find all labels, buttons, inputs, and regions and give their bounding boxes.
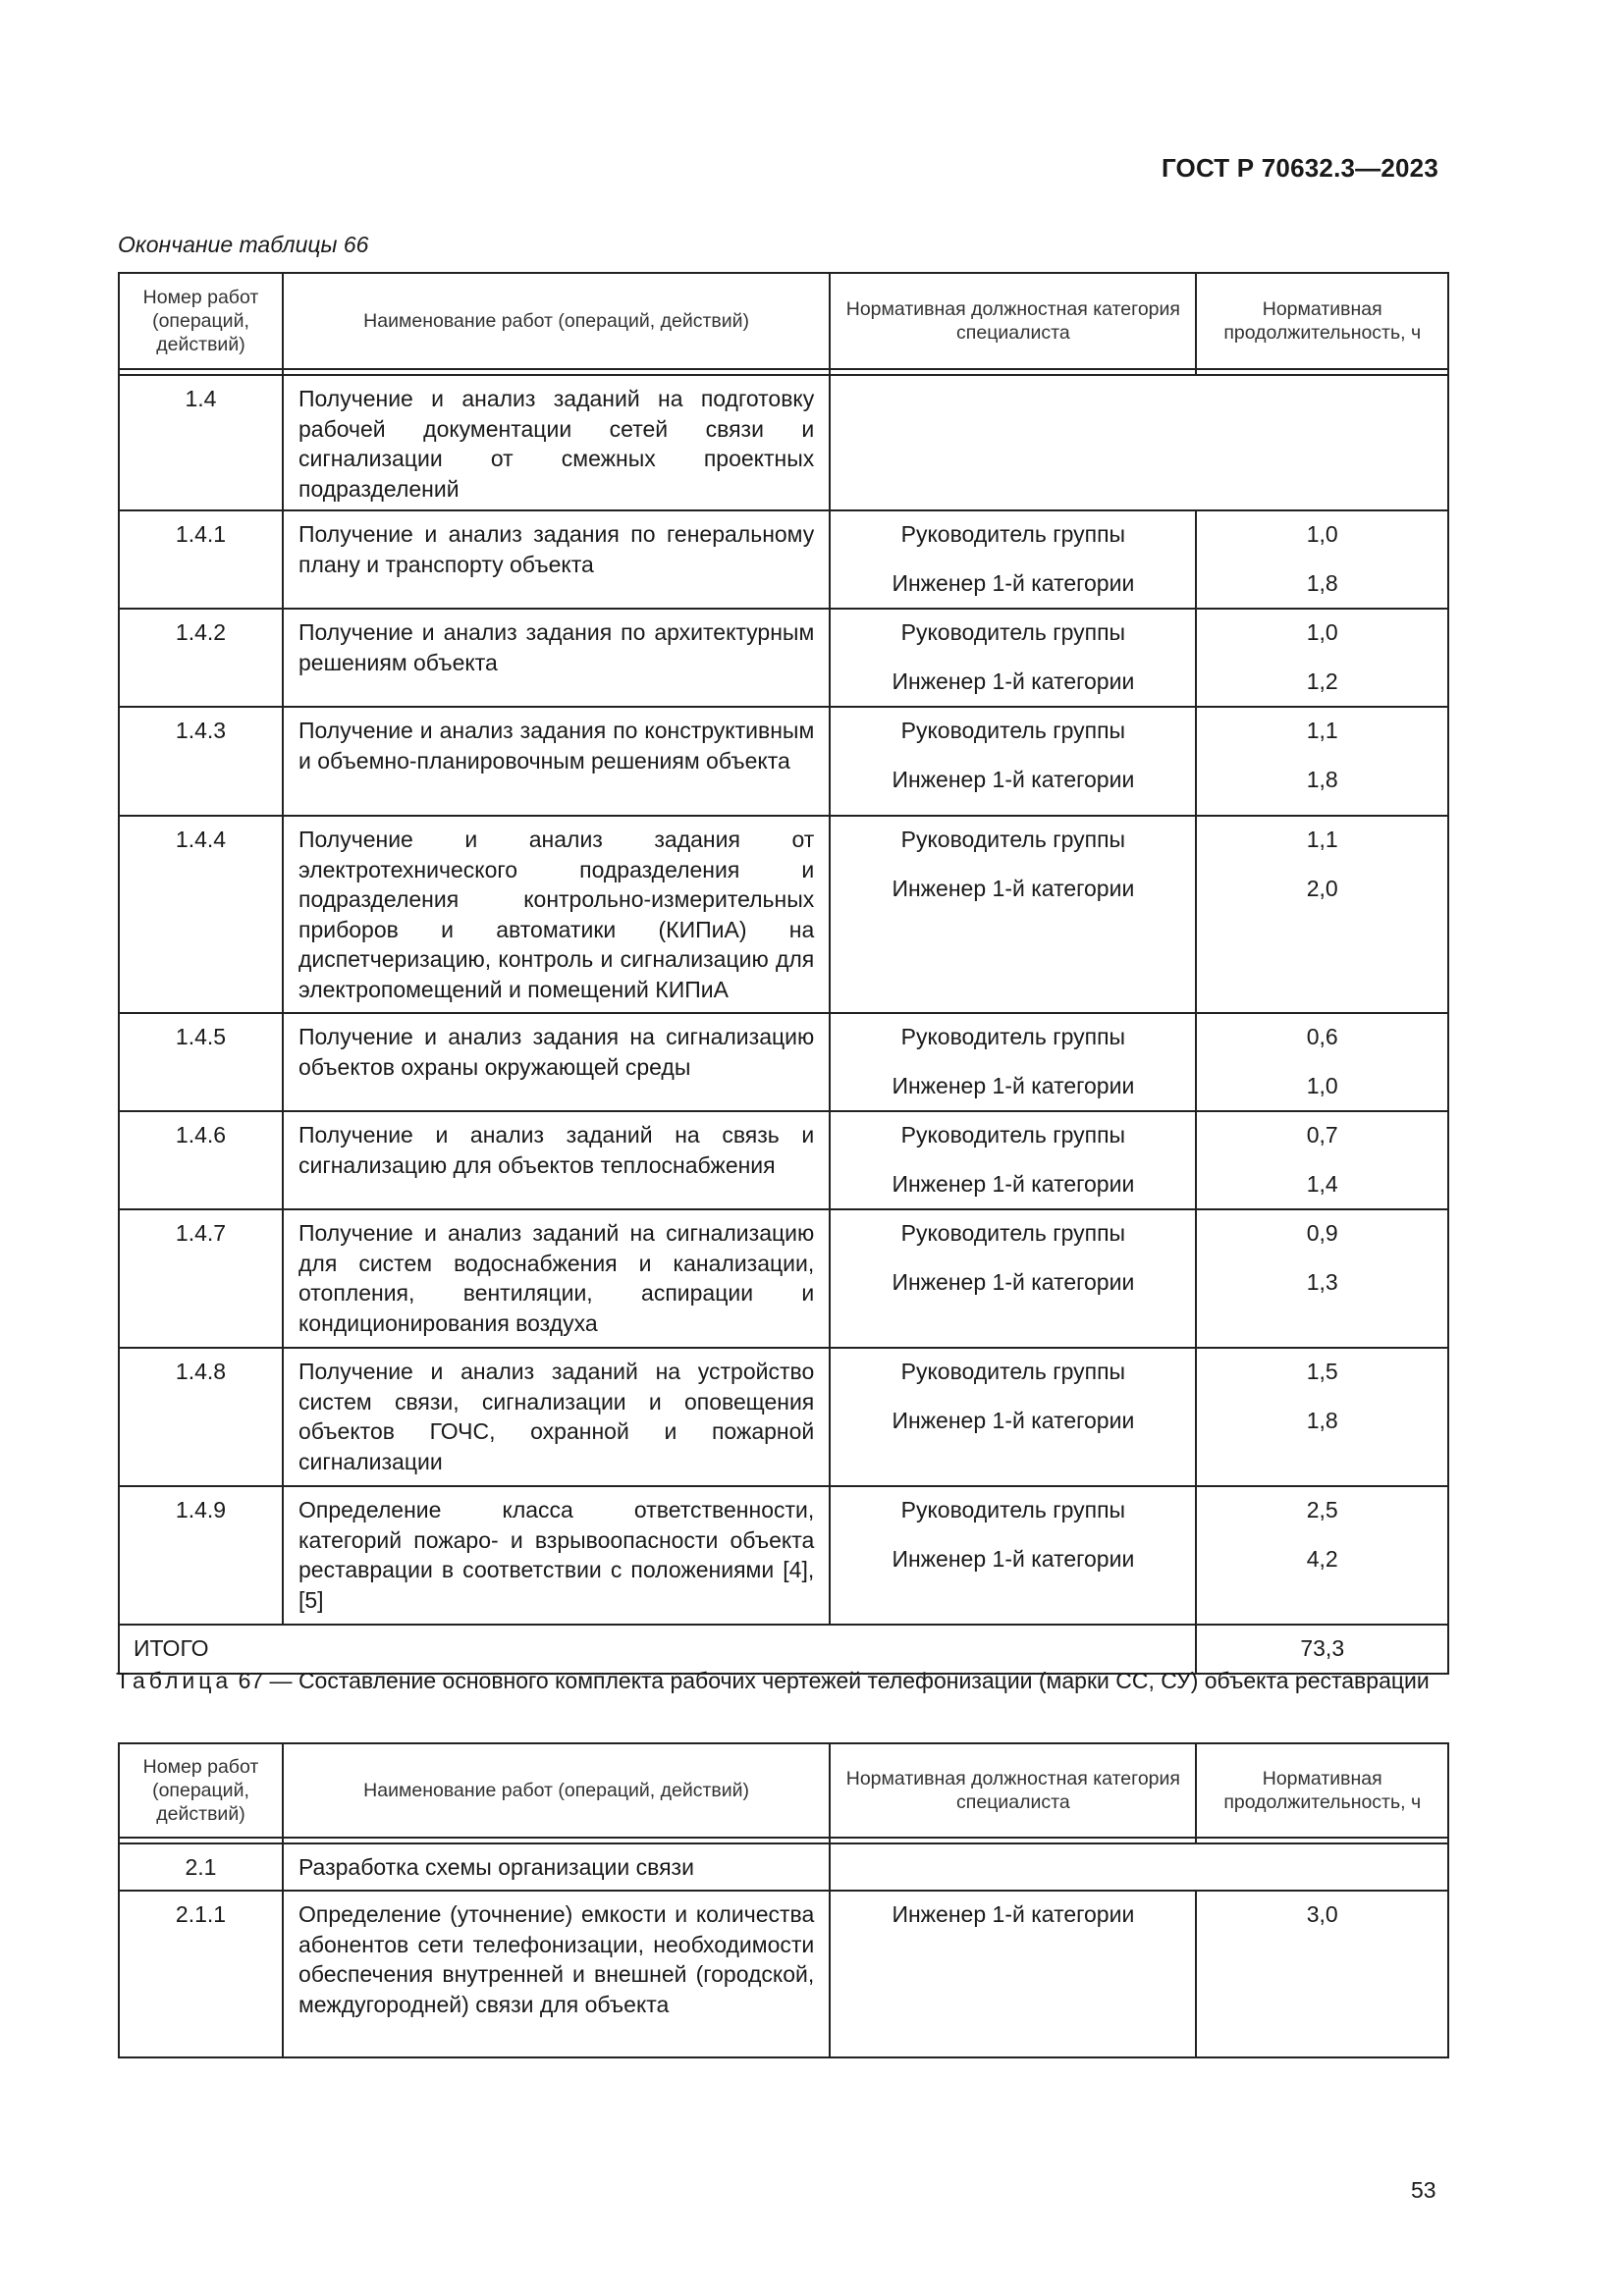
row-duration: 1,1 1,8	[1196, 707, 1448, 816]
column-header-name: Наименование работ (операций, действий)	[283, 273, 830, 369]
table-67-caption-text: 67 — Составление основного комплекта рабочих чертежей телефонизации (марки СС, СУ) объекта реставрации	[232, 1668, 1430, 1693]
column-header-number: Номер работ (операций, действий)	[119, 273, 283, 369]
row-number: 1.4.6	[119, 1111, 283, 1209]
table-row	[119, 1486, 1448, 1625]
page-number: 53	[1411, 2177, 1436, 2203]
row-category: Руководитель группы Инженер 1-й категории	[830, 816, 1196, 1013]
column-header-duration: Нормативная продолжительность, ч	[1196, 273, 1448, 369]
row-name: Получение и анализ заданий на подготовку рабочей документации сетей связи и сигнализации от смежных проектных подразделений	[283, 375, 830, 510]
table-66-caption: Окончание таблицы 66	[118, 232, 369, 257]
row-number: 1.4.3	[119, 707, 283, 816]
table-row	[119, 609, 1448, 707]
row-duration: 0,7 1,4	[1196, 1111, 1448, 1209]
total-label: ИТОГО	[119, 1625, 1196, 1674]
row-duration: 2,5 4,2	[1196, 1486, 1448, 1625]
row-empty	[830, 375, 1448, 510]
row-category: Руководитель группы Инженер 1-й категории	[830, 1013, 1196, 1111]
column-header-name: Наименование работ (операций, действий)	[283, 1743, 830, 1838]
row-number: 1.4.2	[119, 609, 283, 707]
table-67	[118, 1742, 1449, 2058]
table-67-caption	[116, 1666, 1447, 1696]
row-name: Получение и анализ задания по архитектурным решениям объекта	[283, 609, 830, 707]
row-duration: 1,5 1,8	[1196, 1348, 1448, 1486]
table-row	[119, 1111, 1448, 1209]
row-name: Получение и анализ заданий на устройство систем связи, сигнализации и оповещения объектов ГОЧС, охранной и пожарной сигнализации	[283, 1348, 830, 1486]
table-row	[119, 816, 1448, 1013]
row-name: Определение (уточнение) емкости и количества абонентов сети телефонизации, необходимости обеспечения внутренней и внешней (городской, междугородней) связи для объекта	[283, 1891, 830, 2057]
table-row	[119, 1348, 1448, 1486]
row-name: Определение класса ответственности, категорий пожаро- и взрывоопасности объекта реставрации в соответствии с положениями [4], [5]	[283, 1486, 830, 1625]
row-number: 1.4.7	[119, 1209, 283, 1348]
row-number: 1.4.8	[119, 1348, 283, 1486]
row-category: Руководитель группы Инженер 1-й категории	[830, 1348, 1196, 1486]
row-number: 1.4.5	[119, 1013, 283, 1111]
column-header-duration: Нормативная продолжительность, ч	[1196, 1743, 1448, 1838]
row-duration: 1,0 1,8	[1196, 510, 1448, 609]
table-row	[119, 375, 1448, 510]
row-duration: 1,0 1,2	[1196, 609, 1448, 707]
row-number: 2.1.1	[119, 1891, 283, 2057]
document-code: ГОСТ Р 70632.3—2023	[1161, 153, 1438, 183]
row-category: Руководитель группы Инженер 1-й категории	[830, 1111, 1196, 1209]
row-name: Получение и анализ заданий на сигнализацию для систем водоснабжения и канализации, отопления, вентиляции, аспирации и кондиционирования воздуха	[283, 1209, 830, 1348]
table-row	[119, 1013, 1448, 1111]
row-name: Получение и анализ задания по конструктивным и объемно-планировочным решениям объекта	[283, 707, 830, 816]
row-number: 1.4.9	[119, 1486, 283, 1625]
row-number: 1.4	[119, 375, 283, 510]
row-number: 1.4.1	[119, 510, 283, 609]
row-category: Руководитель группы Инженер 1-й категории	[830, 1209, 1196, 1348]
row-name: Получение и анализ заданий на связь и сигнализацию для объектов теплоснабжения	[283, 1111, 830, 1209]
table-row	[119, 1209, 1448, 1348]
table-66	[118, 272, 1449, 1675]
table-row	[119, 1843, 1448, 1891]
row-duration: 1,1 2,0	[1196, 816, 1448, 1013]
row-category: Инженер 1-й категории	[830, 1891, 1196, 2057]
row-duration: 0,6 1,0	[1196, 1013, 1448, 1111]
row-number: 2.1	[119, 1843, 283, 1891]
column-header-number: Номер работ (операций, действий)	[119, 1743, 283, 1838]
row-name: Получение и анализ задания по генеральному плану и транспорту объекта	[283, 510, 830, 609]
table-row	[119, 707, 1448, 816]
row-number: 1.4.4	[119, 816, 283, 1013]
table-row	[119, 510, 1448, 609]
row-name: Получение и анализ задания от электротехнического подразделения и подразделения контрольно-измерительных приборов и автоматики (КИПиА) на диспетчеризацию, контроль и сигнализацию для электропомещений и помещений КИПиА	[283, 816, 830, 1013]
row-name: Разработка схемы организации связи	[283, 1843, 830, 1891]
row-category: Руководитель группы Инженер 1-й категории	[830, 707, 1196, 816]
column-header-category: Нормативная должностная категория специалиста	[830, 1743, 1196, 1838]
row-category: Руководитель группы Инженер 1-й категории	[830, 609, 1196, 707]
row-empty	[830, 1843, 1448, 1891]
row-duration: 0,9 1,3	[1196, 1209, 1448, 1348]
total-value: 73,3	[1196, 1625, 1448, 1674]
table-row	[119, 1891, 1448, 2057]
row-name: Получение и анализ задания на сигнализацию объектов охраны окружающей среды	[283, 1013, 830, 1111]
row-category: Руководитель группы Инженер 1-й категории	[830, 510, 1196, 609]
table-67-caption-prefix: Таблица	[116, 1668, 233, 1693]
row-duration: 3,0	[1196, 1891, 1448, 2057]
column-header-category: Нормативная должностная категория специалиста	[830, 273, 1196, 369]
row-category: Руководитель группы Инженер 1-й категории	[830, 1486, 1196, 1625]
